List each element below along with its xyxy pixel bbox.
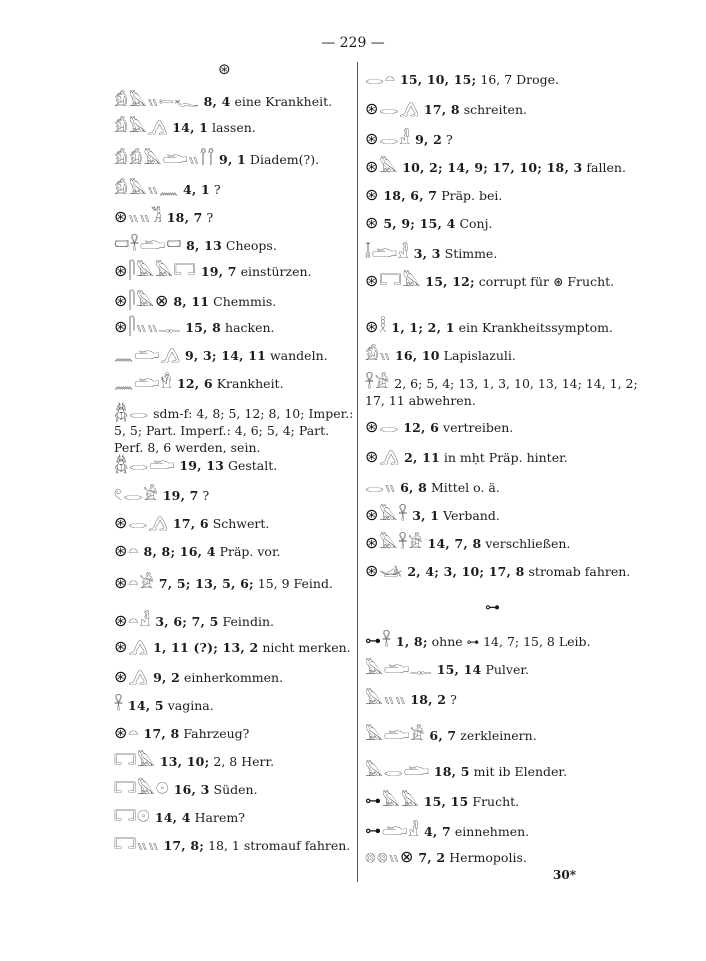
left-entry [114,612,274,630]
hieroglyph-group: 𓆣𓂋 [114,403,150,422]
right-entry [365,100,527,118]
left-entry [114,404,354,456]
entry-reference: 14, 7, 8 [427,536,482,551]
entry-reference: 18, 7 [166,210,203,225]
entry-text: Chemmis. [209,294,277,309]
hieroglyph-group: ⊛𓂋𓂻 [365,99,420,118]
hieroglyph-group: ⊛ [365,213,380,232]
entry-text: Cheops. [221,238,277,253]
entry-text: zerkleinern. [456,728,537,743]
hieroglyph-group: ⊛𓏏 [114,541,140,560]
left-entry [114,752,274,770]
entry-reference: 15, 12; [425,274,475,289]
left-entry [114,724,249,742]
entry-text: Präp. vor. [215,544,281,559]
right-entry [365,244,497,262]
entry-reference: 2, 11 [404,450,440,465]
right-entry [365,70,559,88]
entry-text: vagina. [163,698,214,713]
right-entry [365,762,567,780]
right-entry [365,848,527,866]
hieroglyph-group: ⊛𓋴𓏭𓏭𓊃 [114,317,182,336]
left-entry [114,486,209,504]
entry-reference: 8, 8; 16, 4 [143,544,216,559]
entry-reference: 3, 3 [413,246,441,261]
entry-text: mit ib Elender. [469,764,568,779]
right-entry [365,130,453,148]
right-entry [365,822,529,840]
entry-text: Conj. [455,216,493,231]
entry-reference: 18, 2 [410,692,447,707]
entry-reference: 18, 6, 7 [383,188,438,203]
entry-reference: 14, 1 [172,120,209,135]
hieroglyph-group: 𓀁𓏭 [365,345,391,364]
entry-reference: 8, 11 [173,294,210,309]
left-entry [114,542,281,560]
hieroglyph-group: ⊶𓋹 [365,631,392,650]
entry-reference: 5, 9; 15, 4 [383,216,456,231]
left-entry [114,456,277,474]
entry-text: fallen. [582,160,626,175]
entry-text: corrupt für ⊛ Frucht. [474,274,615,289]
entry-reference: 15, 10, 15; [399,72,477,87]
hieroglyph-group: 𓉐𓅓𓇳 [114,779,170,798]
entry-text: ? [198,488,210,503]
entry-text: Pulver. [481,662,529,677]
entry-text: Frucht. [468,794,520,809]
entry-reference: 19, 13 [179,458,225,473]
right-entry [365,632,591,650]
entry-reference: 16, 3 [173,782,210,797]
hieroglyph-group: ⊛𓅓𓋹 [365,505,409,524]
hieroglyph-group: ⊛𓅓 [365,157,399,176]
hieroglyph-group: 𓍷𓋹𓂧𓍷 [114,235,183,254]
entry-reference: 9, 2 [153,670,180,685]
footer-mark: 30* [553,868,576,882]
left-entry [114,346,328,364]
entry-reference: 13, 10; [159,754,210,769]
entry-reference: 18, 5 [433,764,470,779]
right-entry [365,272,641,290]
hieroglyph-group: ⊛𓉐𓅓 [365,271,422,290]
entry-reference: 19, 7 [200,264,237,279]
hieroglyph-group: 𓊖𓊖𓏭⊗ [365,847,415,866]
entry-text: 15, 9 Feind. [253,576,333,591]
entry-reference: 12, 6 [176,376,213,391]
hieroglyph-group: ⊛𓏏𓁐 [114,611,152,630]
entry-text: schreiten. [459,102,527,117]
entry-reference: 14, 5 [127,698,164,713]
entry-text: wandeln. [266,348,328,363]
entry-text: einnehmen. [450,824,530,839]
hieroglyph-group: ⊛ [365,185,380,204]
entry-text: ein Krankheitssymptom. [454,320,613,335]
hieroglyph-group: ⊛𓋴𓅓⊗ [114,291,170,310]
left-entry [114,696,214,714]
entry-text: Schwert. [208,516,270,531]
entry-text: 2, 8 Herr. [209,754,275,769]
hieroglyph-group: ⊛𓊛 [365,561,404,580]
hieroglyph-group: 𓀁𓅓𓏭𓈖 [114,179,179,198]
entry-text: Gestalt. [224,458,278,473]
right-entry [365,726,537,744]
left-entry [114,236,277,254]
hieroglyph-group: ⊛𓋴𓅓𓅓𓉐 [114,261,197,280]
right-entry [365,318,613,336]
entry-reference: 17, 6 [172,516,209,531]
entry-reference: 9, 1 [219,152,246,167]
right-entry [365,478,500,496]
entry-reference: 7, 2 [418,850,446,865]
hieroglyph-group: 𓈖𓂧𓁛 [114,373,173,392]
right-entry [365,374,641,409]
hieroglyph-group: ⊛𓏏 [114,723,140,742]
right-section-header: ⊶ [485,598,500,616]
entry-reference: 17, 8 [143,726,180,741]
entry-reference: 17, 8; [163,838,205,853]
left-entry [114,92,332,110]
entry-text: ohne ⊶ 14, 7; 15, 8 Leib. [427,634,591,649]
right-entry [365,448,568,466]
entry-text: Fahrzeug? [179,726,250,741]
hieroglyph-group: 𓋹𓀀 [365,373,391,392]
entry-reference: 15, 14 [436,662,482,677]
entry-text: Diadem(?). [245,152,320,167]
right-entry [365,158,626,176]
hieroglyph-group: ⊶𓂧𓁐 [365,821,421,840]
entry-text: Verband. [439,508,500,523]
right-entry [365,660,529,678]
entry-reference: 14, 4 [154,810,191,825]
hieroglyph-group: 𓅓𓏭𓏭 [365,689,407,708]
entry-reference: 17, 8 [423,102,460,117]
entry-text: ? [202,210,214,225]
left-entry [114,150,319,168]
entry-text: ? [209,182,221,197]
hieroglyph-group: 𓄤𓂧𓁐 [365,243,410,262]
entry-text: Krankheit. [212,376,284,391]
entry-reference: 19, 7 [162,488,199,503]
entry-text: 2, 6; 5, 4; 13, 1, 3, 10, 13, 14; 14, 1, 2; 17, 11 abwehren. [365,376,638,408]
entry-text: Hermopolis. [445,850,527,865]
left-entry [114,374,284,392]
hieroglyph-group: 𓀁𓀁𓅓𓂧𓏭𓋾𓋾 [114,149,216,168]
entry-reference: 8, 4 [203,94,231,109]
entry-text: Lapislazuli. [439,348,516,363]
right-entry [365,562,630,580]
hieroglyph-group: 𓅓𓂋𓂧 [365,761,430,780]
hieroglyph-group: ⊛𓂋𓁐 [365,129,412,148]
left-entry [114,808,245,826]
entry-reference: 6, 8 [400,480,427,495]
hieroglyph-group: 𓋹 [114,695,124,714]
right-entry [365,214,492,232]
hieroglyph-group: 𓉐𓇳 [114,807,151,826]
hieroglyph-group: 𓀁𓅓𓏭𓍿𓆑 [114,91,200,110]
left-section-header: ⊛ [218,60,231,78]
left-entry [114,262,312,280]
hieroglyph-group: 𓅓𓂧𓊃 [365,659,433,678]
left-entry [114,318,275,336]
hieroglyph-group: ⊛𓂻 [114,637,150,656]
entry-text: Präp. bei. [437,188,503,203]
entry-reference: 1, 1; 2, 1 [391,320,455,335]
entry-reference: 1, 11 (?); 13, 2 [153,640,259,655]
hieroglyph-group: ⊛𓏏𓀀 [114,573,155,592]
hieroglyph-group: 𓂋𓏭 [365,477,397,496]
hieroglyph-group: 𓅓𓂧𓀀 [365,725,426,744]
right-entry [365,186,502,204]
hieroglyph-group: ⊛𓂻 [114,667,150,686]
entry-reference: 4, 1 [182,182,210,197]
hieroglyph-group: ⊛𓂻 [365,447,401,466]
hieroglyph-group: 𓆣𓂋𓂧 [114,455,176,474]
entry-reference: 12, 6 [403,420,440,435]
entry-text: verschließen. [481,536,571,551]
hieroglyph-group: ⊛𓎛 [365,317,388,336]
hieroglyph-group: 𓏲𓂋𓀀 [114,485,159,504]
left-entry [114,836,354,854]
left-entry [114,780,258,798]
right-entry [365,346,516,364]
left-entry [114,118,256,136]
entry-reference: 16, 10 [394,348,440,363]
entry-reference: 7, 5; 13, 5, 6; [158,576,254,591]
right-entry [365,792,519,810]
hieroglyph-group: ⊶𓅓𓅓 [365,791,420,810]
left-entry [114,180,221,198]
entry-text: ? [446,692,457,707]
entry-text: einstürzen. [236,264,312,279]
entry-reference: 4, 7 [424,824,451,839]
column-divider [357,62,358,882]
right-entry [365,418,513,436]
left-entry [114,208,213,226]
right-entry [365,534,570,552]
right-entry [365,506,500,524]
entry-reference: 15, 8 [185,320,222,335]
entry-reference: 8, 13 [186,238,222,253]
hieroglyph-group: 𓂋𓏏 [365,69,396,88]
hieroglyph-group: ⊛𓂋 [365,417,400,436]
entry-text: hacken. [221,320,275,335]
entry-reference: 3, 6; 7, 5 [155,614,219,629]
right-entry [365,690,457,708]
entry-text: nicht merken. [258,640,351,655]
hieroglyph-group: 𓉐𓏭𓏭 [114,835,160,854]
entry-text: in mḥt Präp. hinter. [439,450,568,465]
entry-text: 16, 7 Droge. [476,72,560,87]
entry-text: einherkommen. [180,670,284,685]
entry-text: lassen. [208,120,256,135]
entry-reference: 1, 8; [395,634,428,649]
entry-reference: 6, 7 [429,728,457,743]
hieroglyph-group: ⊛𓅓𓋹𓀀 [365,533,424,552]
left-entry [114,638,351,656]
entry-text: 18, 1 stromauf fahren. [204,838,351,853]
entry-reference: 9, 2 [415,132,442,147]
entry-text: Mittel o. ä. [426,480,500,495]
entry-reference: 3, 1 [412,508,440,523]
entry-reference: 9, 3; 14, 11 [185,348,266,363]
entry-text: stromab fahren. [524,564,631,579]
left-entry [114,574,354,592]
hieroglyph-group: 𓈖𓂧𓂻 [114,345,182,364]
left-entry [114,514,269,532]
hieroglyph-group: 𓉐𓅓 [114,751,156,770]
entry-text: eine Krankheit. [230,94,333,109]
left-entry [114,292,276,310]
left-entry [114,668,283,686]
hieroglyph-group: ⊛𓏭𓏭𓀢 [114,207,163,226]
entry-reference: 10, 2; 14, 9; 17, 10; 18, 3 [402,160,583,175]
entry-text: Feindin. [218,614,274,629]
entry-text: Stimme. [440,246,498,261]
entry-reference: 2, 4; 3, 10; 17, 8 [407,564,525,579]
hieroglyph-group: 𓀁𓅓𓂻 [114,117,169,136]
entry-text: vertreiben. [439,420,514,435]
page-number: — 229 — [321,35,385,51]
entry-text: sdm-f: 4, 8; 5, 12; 8, 10; Imper.: 5, 5; Part. Imperf.: 4, 6; 5, 4; Part. Perf. 8, 6 werden, sein. [114,406,354,455]
entry-text: Harem? [190,810,245,825]
entry-text: Süden. [209,782,258,797]
entry-reference: 15, 15 [423,794,469,809]
entry-text: ? [441,132,453,147]
hieroglyph-group: ⊛𓂋𓂻 [114,513,169,532]
